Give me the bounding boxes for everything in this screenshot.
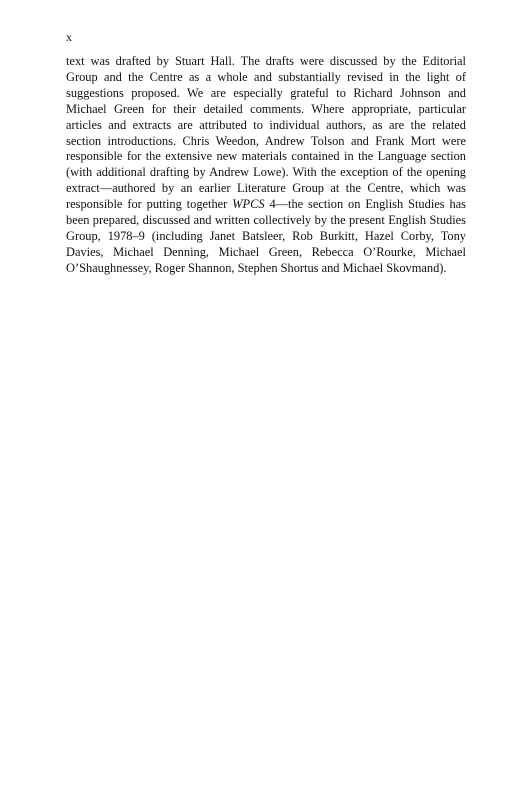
paragraph-text-part-1: text was drafted by Stuart Hall. The drafts were discussed by the Editorial Group and the Centre as a whole and substantially revised in the light of suggestions proposed. We are especially grateful to Richard Johnson and Michael Green for their detailed comments. Where appropriate, particular articles and extracts are attributed to individual authors, as are the related section introductions. Chris Weedon, Andrew Tolson and Frank Mort were responsible for the extensive new materials contained in the Language section (with additional drafting by Andrew Lowe). With the exception of the opening extract—authored by an earlier Literature Group at the Centre, which was responsible for putting together: [66, 54, 466, 212]
page-number: x: [66, 30, 72, 44]
paragraph-italic-title: WPCS: [232, 197, 265, 212]
body-paragraph: [66, 54, 466, 277]
paragraph-text-part-2: 4—the section on English Studies has been prepared, discussed and written collectively by the present English Studies Group, 1978–9 (including Janet Batsleer, Rob Burkitt, Hazel Corby, Tony Davies, Michael Denning, Michael Green, Rebecca O’Rourke, Michael O’Shaughnessey, Roger Shannon, Stephen Shortus and Michael Skovmand).: [66, 197, 467, 275]
